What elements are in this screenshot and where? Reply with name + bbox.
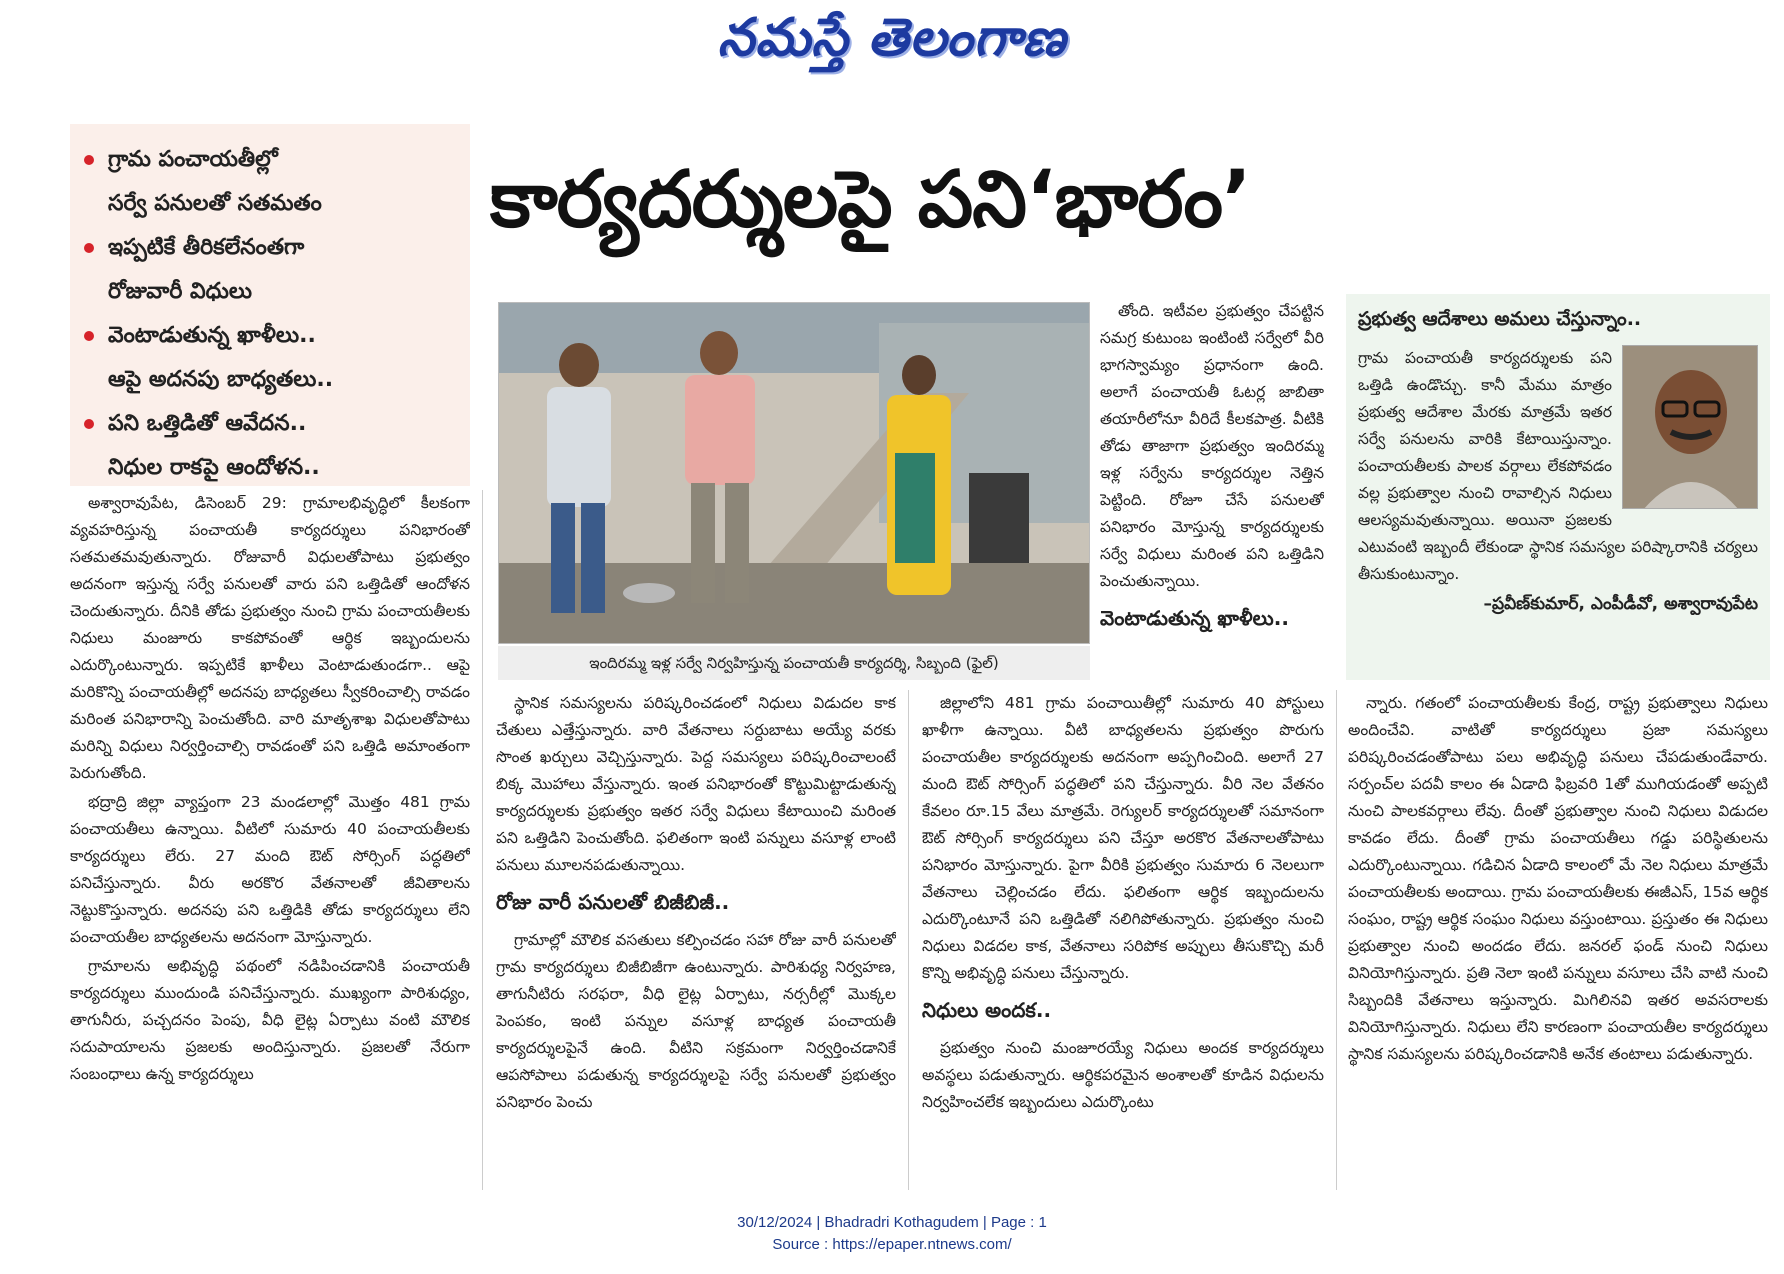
quote-signature: –ప్రవీణ్‌కుమార్, ఎంపీడీవో, అశ్వారావుపేట: [1483, 594, 1758, 614]
official-portrait: [1622, 345, 1758, 509]
official-quote-box: [1346, 294, 1770, 680]
article-paragraph: గ్రామాలను అభివృద్ధి పథంలో నడిపించడానికి పంచాయతీ కార్యదర్శులు ముందుండి పనిచేస్తున్నారు. ముఖ్యంగా పారిశుధ్యం, తాగునీరు, పచ్చదనం పెంపు, వీధి లైట్ల ఏర్పాటు వంటి మౌలిక సదుపాయాలను ప్రజలకు అందిస్తున్నారు. ప్రజలతో నేరుగా సంబంధాలు ఉన్న కార్యదర్శులు: [70, 957, 470, 1083]
article-paragraph: భద్రాద్రి జిల్లా వ్యాప్తంగా 23 మండలాల్లో మొత్తం 481 గ్రామ పంచాయతీలు ఉన్నాయి. వీటిలో సుమారు 40 పంచాయతీలకు కార్యదర్శులు లేరు. 27 మంది ఔట్ సోర్సింగ్ పద్ధతిలో పనిచేస్తున్నారు. వీరు అరకొర వేతనాలతో జీవితాలను నెట్టుకొస్తున్నారు. అదనపు పని ఒత్తిడికి తోడు కార్యదర్శులు లేని పంచాయతీల బాధ్యతలను అదనంగా మోస్తున్నారు.: [70, 793, 470, 946]
article-paragraph: గ్రామాల్లో మౌలిక వసతులు కల్పించడం సహా రోజు వారీ పనులతో గ్రామ కార్యదర్శులు బిజీబిజీగా ఉంటున్నారు. పారిశుధ్య నిర్వహణ, తాగునీటిరు సరఫరా, వీధి లైట్ల ఏర్పాటు, నర్సరీల్లో మొక్కల పెంపకం, ఇంటి పన్నుల వసూళ్ల బాధ్యత పంచాయతీ కార్యదర్శులపైనే ఉంది. వీటిని సక్రమంగా నిర్వర్తించడానికే ఆపసోపాలు పడుతున్న కార్యదర్శులపై సర్వే పనులతో ప్రభుత్వం పనిభారం పెంచు: [496, 931, 896, 1111]
article-paragraph: స్థానిక సమస్యలను పరిష్కరించడంలో నిధులు విడుదల కాక చేతులు ఎత్తేస్తున్నారు. వారి వేతనాలు సర్దుబాటు అయ్యే వరకు సొంత ఖర్చులు వెచ్చిస్తున్నారు. పెద్ద సమస్యలు పరిష్కరించాలంటే బిక్క మొహాలు వేస్తున్నారు. ఇంత పనిభారంతో కొట్టుమిట్టాడుతున్న కార్యదర్శులకు ప్రభుత్వం ఇతర సర్వే విధులు కేటాయించి మరింత పని ఒత్తిడిని పెంచుతోంది. ఫలితంగా ఇంటి పన్నులు వసూళ్ల లాంటి పనులు మూలనపడుతున్నాయి.: [496, 694, 896, 874]
news-photo: [498, 302, 1090, 644]
quote-title: ప్రభుత్వ ఆదేశాలు అమలు చేస్తున్నాం..: [1358, 308, 1642, 330]
bullet-dot-icon: [84, 155, 94, 165]
photo-caption: ఇందిరమ్మ ఇళ్ల సర్వే నిర్వహిస్తున్న పంచాయతీ కార్యదర్శి, సిబ్బంది (ఫైల్): [498, 646, 1090, 680]
highlight-item: పని ఒత్తిడితో ఆవేదన.. నిధుల రాకపై ఆందోళన..: [84, 402, 460, 490]
section-subhead: రోజు వారీ పనులతో బిజీబిజీ..: [496, 890, 730, 914]
portrait-illustration: [1623, 346, 1758, 509]
newspaper-logo: నమస్తే తెలంగాణ: [717, 8, 1067, 68]
article-column-3: [922, 690, 1324, 1205]
quote-body: గ్రామ పంచాయతీ కార్యదర్శులకు పని ఒత్తిడి ఉండొచ్చు. కానీ మేము మాత్రం ప్రభుత్వ ఆదేశాల మేరకు మాత్రమే ఇతర సర్వే పనులను వారికి కేటాయిస్తున్నాం. పంచాయతీలకు పాలక వర్గాలు లేకపోవడం వల్ల ప్రభుత్వాల నుంచి రావాల్సిన నిధులు ఆలస్యమవుతున్నాయి. అయినా ప్రజలకు ఎటువంటి ఇబ్బందీ లేకుండా స్థానిక సమస్యల పరిష్కారానికి చర్యలు తీసుకుంటున్నాం.: [1358, 349, 1758, 583]
footer-edition-info: 30/12/2024 | Bhadradri Kothagudem | Page : 1: [737, 1214, 1047, 1231]
article-column-1: [70, 490, 470, 1205]
highlight-item: గ్రామ పంచాయతీల్లో సర్వే పనులతో సతమతం: [84, 138, 460, 226]
section-subhead: వెంటాడుతున్న ఖాళీలు..: [1100, 606, 1289, 630]
highlight-item: వెంటాడుతున్న ఖాళీలు.. ఆపై అదనపు బాధ్యతలు..: [84, 314, 460, 402]
bullet-dot-icon: [84, 331, 94, 341]
headline: కార్యదర్శులపై పని‘భారం’: [490, 155, 1251, 245]
article-paragraph: తోంది. ఇటీవల ప్రభుత్వం చేపట్టిన సమగ్ర కుటుంబ ఇంటింటి సర్వేలో వీరి భాగస్వామ్యం ప్రధానంగా ఉంది. అలాగే పంచాయతీ ఓటర్ల జాబితా తయారీలోనూ వీరిదే కీలకపాత్ర. వీటికి తోడు తాజాగా ప్రభుత్వం ఇందిరమ్మ ఇళ్ల సర్వేను కార్యదర్శుల నెత్తిన పెట్టింది. రోజూ చేసే పనులతో పనిభారం మోస్తున్న కార్యదర్శులకు సర్వే విధులు మరింత పని ఒత్తిడిని పెంచుతున్నాయి.: [1100, 302, 1324, 590]
column-divider: [1336, 690, 1337, 1190]
page-footer: [0, 1212, 1784, 1256]
article-paragraph: న్నారు. గతంలో పంచాయతీలకు కేంద్ర, రాష్ట్ర ప్రభుత్వాలు నిధులు అందించేవి. వాటితో కార్యదర్శులు ప్రజా సమస్యలు పరిష్కరించడంతోపాటు పలు అభివృద్ధి పనులు చేపడుతుండేవారు. సర్పంచ్‌ల పదవీ కాలం ఈ ఏడాది ఫిబ్రవరి 1తో ముగియడంతో అప్పటి నుంచి పాలకవర్గాలు లేవు. దీంతో ప్రభుత్వాల నుంచి నిధులు విడుదల కావడం లేదు. దీంతో గ్రామ పంచాయతీలు గడ్డు పరిస్థితులను ఎదుర్కొంటున్నాయి. గడిచిన ఏడాది కాలంలో మే నెల నిధులు మాత్రమే పంచాయతీలకు అందాయి. గ్రామ పంచాయతీలకు ఈజీఎస్, 15వ ఆర్థిక సంఘం, రాష్ట్ర ఆర్థిక సంఘం నిధులు వస్తుంటాయి. ప్రస్తుతం ఈ నిధులు ప్రభుత్వాల నుంచి అందడం లేదు. జనరల్ ఫండ్ నుంచి నిధులు వినియోగిస్తున్నారు. ప్రతి నెలా ఇంటి పన్నులు వసూలు చేసి వాటి నుంచి సిబ్బందికి వేతనాలు ఇస్తున్నారు. మిగిలినవి ఇతర అవసరాలకు వినియోగిస్తున్నారు. నిధులు లేని కారణంగా పంచాయతీల కార్యదర్శులు స్థానిక సమస్యలను పరిష్కరించడానికి అనేక తంటాలు పడుతున్నారు.: [1348, 694, 1768, 1063]
footer-source: Source : https://epaper.ntnews.com/: [772, 1236, 1012, 1253]
photo-illustration: [499, 303, 1090, 644]
article-paragraph: అశ్వారావుపేట, డిసెంబర్ 29: గ్రామాలభివృద్ధిలో కీలకంగా వ్యవహరిస్తున్న పంచాయతీ కార్యదర్శులు పనిభారంతో సతమతమవుతున్నారు. రోజువారీ విధులతోపాటు ప్రభుత్వం అదనంగా ఇస్తున్న సర్వే పనులతో వారు పని ఒత్తిడితో ఆందోళన చెందుతున్నారు. దీనికి తోడు ప్రభుత్వం నుంచి గ్రామ పంచాయతీలకు నిధులు మంజూరు కాకపోవంతో ఆర్థిక ఇబ్బందులను ఎదుర్కొంటున్నారు. ఇప్పటికే ఖాళీలు వెంటాడుతుండగా.. ఆపై మరికొన్ని పంచాయతీల్లో అదనపు బాధ్యతలు స్వీకరించాల్సి రావడం మరింత పనిభారాన్ని పెంచుతోంది. వారి మాతృశాఖ విధులతోపాటు మరిన్ని విధులు నిర్వర్తించాల్సి రావడంతో పని ఒత్తిడి అమాంతంగా పెరుగుతోంది.: [70, 494, 470, 782]
highlight-item: ఇప్పటికే తీరికలేనంతగా రోజువారీ విధులు: [84, 226, 460, 314]
article-paragraph: ప్రభుత్వం నుంచి మంజూరయ్యే నిధులు అందక కార్యదర్శులు అవస్థలు పడుతున్నారు. ఆర్థికపరమైన అంశాలతో కూడిన విధులను నిర్వహించలేక ఇబ్బందులు ఎదుర్కొంటు: [922, 1039, 1324, 1111]
article-column-4: [1348, 690, 1768, 1205]
bullet-dot-icon: [84, 243, 94, 253]
column-divider: [908, 690, 909, 1190]
masthead: [0, 8, 1784, 78]
highlights-box: [70, 124, 470, 486]
column-divider: [482, 490, 483, 1190]
article-column-2: [496, 690, 896, 1205]
bullet-dot-icon: [84, 419, 94, 429]
article-column-3-top: [1100, 298, 1324, 678]
article-paragraph: జిల్లాలోని 481 గ్రామ పంచాయితీల్లో సుమారు 40 పోస్టులు ఖాళీగా ఉన్నాయి. వీటి బాధ్యతలను ప్రభుత్వం పొరుగు పంచాయతీల కార్యదర్శులకు అదనంగా అప్పగించింది. అలాగే 27 మంది ఔట్ సోర్సింగ్ పద్ధతిలో పని చేస్తున్నారు. వీరి నెల వేతనం కేవలం రూ.15 వేలు మాత్రమే. రెగ్యులర్ కార్యదర్శులతో సమానంగా ఔట్ సోర్సింగ్ కార్యదర్శులు పని చేస్తూ అరకొర వేతనాలతోపాటు పనిభారం మోస్తున్నారు. పైగా వీరికి ప్రభుత్వం సుమారు 6 నెలలుగా వేతనాలు చెల్లించడం లేదు. ఫలితంగా ఆర్థిక ఇబ్బందులను ఎదుర్కొంటూనే పని ఒత్తిడితో నలిగిపోతున్నారు. ప్రభుత్వం నుంచి నిధులు విడదల కాక, వేతనాలు సరిపోక అప్పులు తీసుకొచ్చి మరీ కొన్ని అభివృద్ధి పనులు చేస్తున్నారు.: [922, 694, 1324, 982]
section-subhead: నిధులు అందక..: [922, 998, 1052, 1022]
